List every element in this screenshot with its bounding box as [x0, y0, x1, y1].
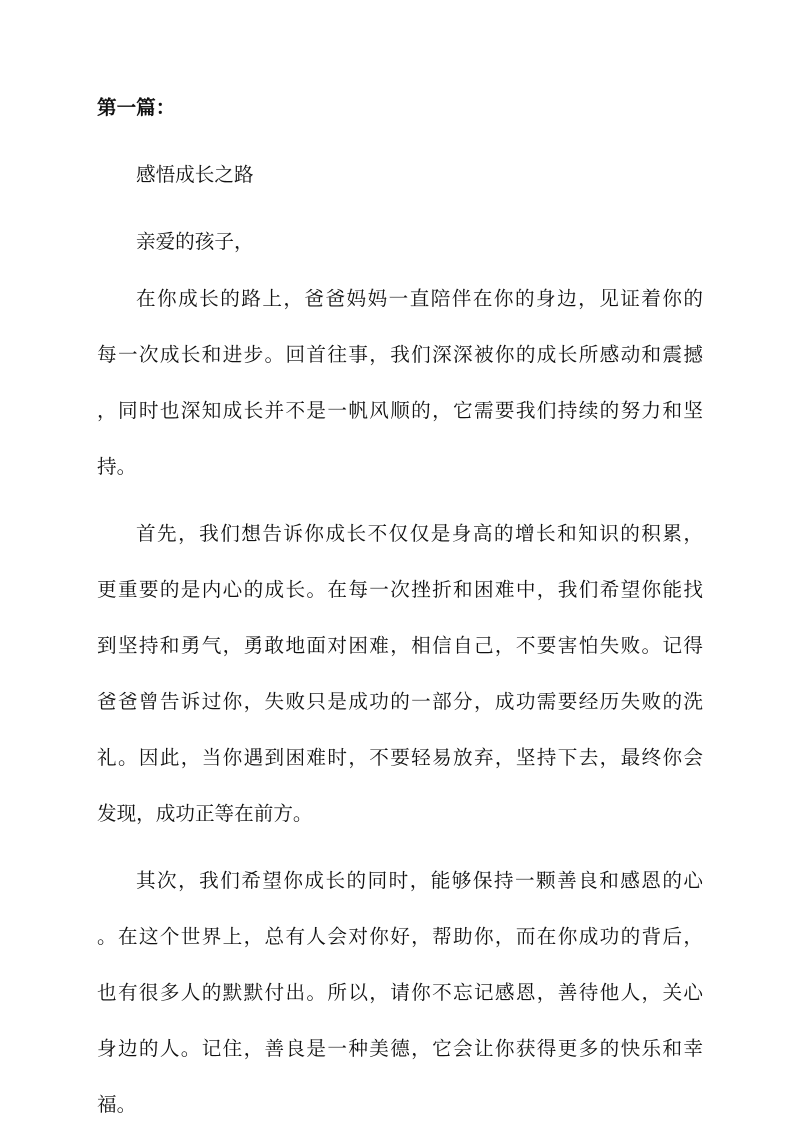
paragraph-3-line-1: 其次，我们希望你成长的同时，能够保持一颗善良和感恩的心	[136, 869, 703, 892]
paragraph-3-line-3: 也有很多人的默默付出。所以，请你不忘记感恩，善待他人，关心	[97, 981, 703, 1004]
paragraph-1-line-3: ，同时也深知成长并不是一帆风顺的，它需要我们持续的努力和坚	[97, 399, 703, 422]
paragraph-3-line-4: 身边的人。记住，善良是一种美德，它会让你获得更多的快乐和幸	[97, 1037, 703, 1060]
paragraph-1-line-4: 持。	[97, 455, 137, 478]
salutation: 亲爱的孩子，	[136, 230, 254, 253]
paragraph-3-line-2: 。在这个世界上，总有人会对你好，帮助你，而在你成功的背后，	[97, 925, 703, 948]
paragraph-2-line-1: 首先，我们想告诉你成长不仅仅是身高的增长和知识的积累，	[136, 522, 703, 545]
paragraph-2-line-6: 发现，成功正等在前方。	[97, 802, 313, 825]
paragraph-1-line-1: 在你成长的路上，爸爸妈妈一直陪伴在你的身边，见证着你的	[136, 287, 703, 310]
section-heading: 第一篇：	[97, 96, 176, 119]
paragraph-2-line-2: 更重要的是内心的成长。在每一次挫折和困难中，我们希望你能找	[97, 578, 703, 601]
paragraph-2-line-4: 爸爸曾告诉过你，失败只是成功的一部分，成功需要经历失败的洗	[97, 690, 703, 713]
paragraph-2-line-5: 礼。因此，当你遇到困难时，不要轻易放弃，坚持下去，最终你会	[97, 746, 703, 769]
paragraph-2-line-3: 到坚持和勇气，勇敢地面对困难，相信自己，不要害怕失败。记得	[97, 634, 703, 657]
document-title: 感悟成长之路	[136, 163, 254, 186]
paragraph-1-line-2: 每一次成长和进步。回首往事，我们深深被你的成长所感动和震撼	[97, 343, 703, 366]
paragraph-3-line-5: 福。	[97, 1093, 137, 1116]
